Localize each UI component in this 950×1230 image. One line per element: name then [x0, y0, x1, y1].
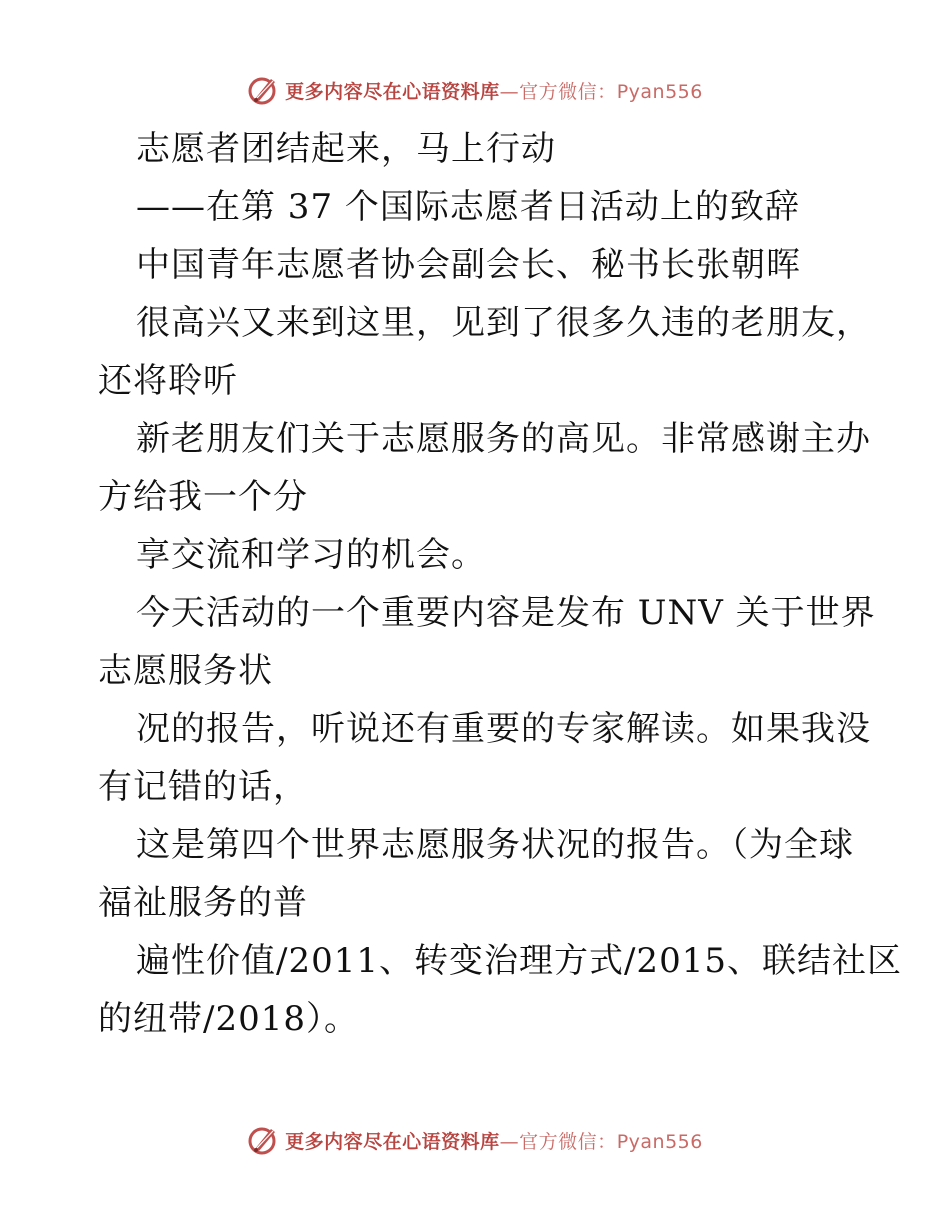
doc-line: 中国青年志愿者协会副会长、秘书长张朝晖: [136, 245, 801, 285]
doc-line: 的纽带/2018）。: [98, 999, 359, 1039]
doc-line: 志愿者团结起来，马上行动: [136, 129, 556, 169]
doc-line: 况的报告，听说还有重要的专家解读。如果我没: [136, 709, 871, 749]
doc-line: 很高兴又来到这里，见到了很多久违的老朋友，: [136, 303, 871, 343]
watermark-wechat: Pyan556: [616, 1130, 703, 1153]
watermark-main: 更多内容尽在心语资料库: [285, 80, 500, 103]
watermark-main: 更多内容尽在心语资料库: [285, 1130, 500, 1153]
watermark-separator: —: [499, 1130, 520, 1153]
doc-line: 今天活动的一个重要内容是发布 UNV 关于世界: [136, 593, 876, 633]
doc-line: 福祉服务的普: [98, 883, 308, 923]
watermark-secondary: 官方微信：: [519, 80, 617, 103]
quill-logo-icon: [247, 1123, 281, 1157]
doc-line: 新老朋友们关于志愿服务的高见。非常感谢主办: [136, 419, 871, 459]
doc-line: 享交流和学习的机会。: [136, 535, 486, 575]
doc-line: 志愿服务状: [98, 651, 273, 691]
doc-line: 有记错的话，: [98, 767, 308, 807]
doc-line: 这是第四个世界志愿服务状况的报告。（为全球: [136, 825, 854, 865]
doc-line: 方给我一个分: [98, 477, 308, 517]
document-body: [98, 120, 902, 1048]
watermark-text: [285, 77, 703, 104]
doc-line: 遍性价值/2011、转变治理方式/2015、联结社区: [136, 941, 902, 981]
doc-line: ——在第 37 个国际志愿者日活动上的致辞: [136, 187, 800, 227]
footer-watermark: [0, 1120, 950, 1160]
watermark-separator: —: [499, 80, 520, 103]
doc-line: 还将聆听: [98, 361, 238, 401]
watermark-secondary: 官方微信：: [519, 1130, 617, 1153]
quill-logo-icon: [247, 73, 281, 107]
watermark-text: [285, 1127, 703, 1154]
header-watermark: [0, 70, 950, 110]
watermark-wechat: Pyan556: [616, 80, 703, 103]
